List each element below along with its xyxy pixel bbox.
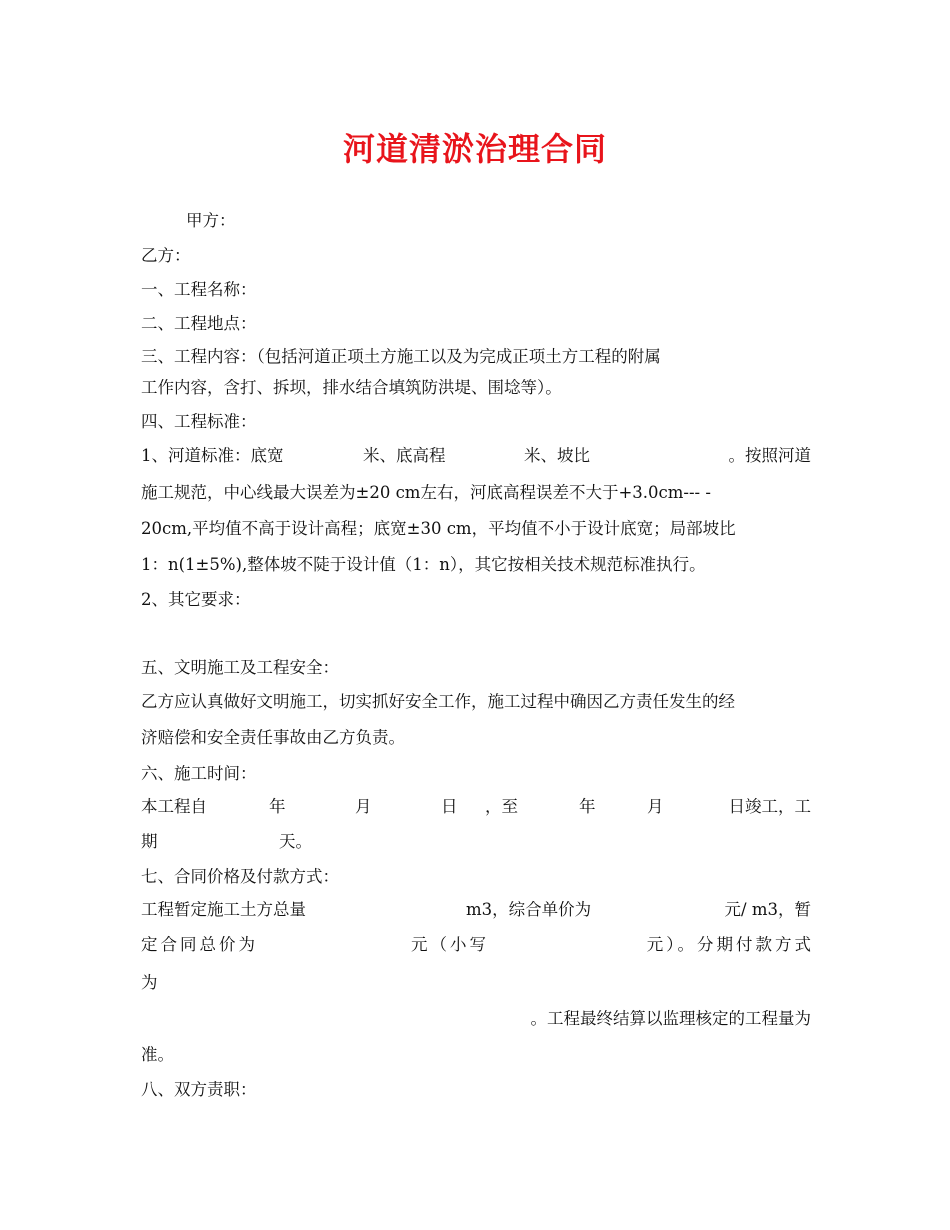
document-title: 河道清淤治理合同 bbox=[342, 130, 607, 168]
time-start-label: 本工程自 bbox=[141, 797, 207, 816]
time-start-year: 年 bbox=[269, 797, 286, 816]
party-b-label: 乙方： bbox=[141, 246, 191, 265]
section-construction-time: 六、施工时间： bbox=[141, 764, 257, 783]
price-unit-price: m3，综合单价为 bbox=[466, 900, 592, 919]
standard-bottom-width: 1、河道标准：底宽 bbox=[141, 446, 284, 465]
section-responsibilities: 八、双方责职： bbox=[141, 1080, 257, 1099]
price-line-3: 为 bbox=[141, 973, 158, 992]
section-project-location: 二、工程地点： bbox=[141, 314, 257, 333]
period-label: 期 bbox=[141, 832, 158, 851]
price-total-volume: 工程暂定施工土方总量 bbox=[141, 900, 306, 919]
time-end-day: 日竣工，工 bbox=[728, 797, 811, 816]
period-days: 天。 bbox=[279, 832, 312, 851]
standard-bottom-elevation: 米、底高程 bbox=[363, 446, 446, 465]
time-start-month: 月 bbox=[355, 797, 372, 816]
section-standards: 四、工程标准： bbox=[141, 412, 257, 431]
standard-line-4: 1：n(1±5%),整体坡不陡于设计值（1：n），其它按相关技术规范标准执行。 bbox=[141, 555, 706, 574]
section-project-content: 三、工程内容：（包括河道正项土方施工以及为完成正项土方工程的附属 bbox=[141, 347, 661, 366]
party-a-label: 甲方： bbox=[186, 211, 236, 230]
price-installment: 元）。分期付款方式 bbox=[646, 935, 814, 954]
safety-line-2: 济赔偿和安全责任事故由乙方负责。 bbox=[141, 728, 405, 747]
section-civilized-construction: 五、文明施工及工程安全： bbox=[141, 658, 339, 677]
time-start-day: 日 bbox=[441, 797, 458, 816]
other-requirements: 2、其它要求： bbox=[141, 590, 251, 609]
standard-slope-ratio: 米、坡比 bbox=[524, 446, 590, 465]
safety-line-1: 乙方应认真做好文明施工，切实抓好安全工作，施工过程中确因乙方责任发生的经 bbox=[141, 692, 735, 711]
time-end-year: 年 bbox=[579, 797, 596, 816]
price-lowercase: 元（小写 bbox=[411, 935, 489, 954]
section-project-name: 一、工程名称： bbox=[141, 280, 257, 299]
time-end-month: 月 bbox=[647, 797, 664, 816]
time-to-label: ，至 bbox=[485, 797, 518, 816]
price-contract-total: 定合同总价为 bbox=[141, 935, 258, 954]
standard-line-2: 施工规范，中心线最大误差为±20 cm左右，河底高程误差不大于+3.0cm--- - bbox=[141, 483, 711, 502]
section-price-payment: 七、合同价格及付款方式： bbox=[141, 867, 339, 886]
price-unit: 元/ m3，暂 bbox=[724, 900, 811, 919]
standard-according-to: 。按照河道 bbox=[728, 446, 811, 465]
price-line-5: 准。 bbox=[141, 1045, 174, 1064]
standard-line-3: 20cm,平均值不高于设计高程；底宽±30 cm，平均值不小于设计底宽；局部坡比 bbox=[141, 519, 736, 538]
price-final-settlement: 。工程最终结算以监理核定的工程量为 bbox=[530, 1009, 811, 1028]
section-project-content-cont: 工作内容，含打、拆坝，排水结合填筑防洪堤、围埝等）。 bbox=[141, 378, 562, 397]
